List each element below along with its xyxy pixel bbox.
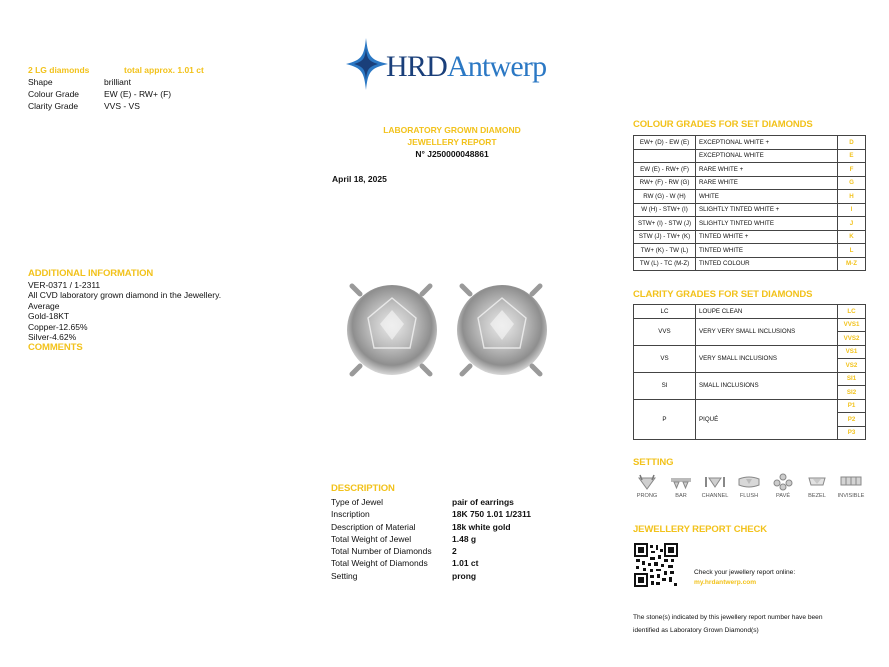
summary-key: Colour Grade xyxy=(28,89,80,99)
summary-value: brilliant xyxy=(104,77,131,87)
table-row xyxy=(634,244,866,258)
desc-row xyxy=(331,521,571,533)
cell-name: EXCEPTIONAL WHITE xyxy=(696,149,838,163)
cell-name: EXCEPTIONAL WHITE + xyxy=(696,136,838,150)
bezel-setting-icon xyxy=(806,473,828,491)
bar-setting-icon xyxy=(670,473,692,491)
cell-name: RARE WHITE + xyxy=(696,163,838,177)
desc-value: 1.48 g xyxy=(452,533,477,544)
desc-row xyxy=(331,496,571,508)
cell-code: RW (G) - W (H) xyxy=(634,190,696,204)
cell-grade: K xyxy=(838,230,866,244)
cell-name: TINTED COLOUR xyxy=(696,257,838,271)
desc-key: Type of Jewel xyxy=(331,497,383,507)
desc-row xyxy=(331,533,571,545)
report-title-line1: LABORATORY GROWN DIAMOND xyxy=(383,125,521,135)
cell-code: LC xyxy=(634,305,696,319)
desc-row xyxy=(331,508,571,520)
cell-grade: G xyxy=(838,176,866,190)
desc-key: Description of Material xyxy=(331,521,416,532)
clarity-grades-title: CLARITY GRADES FOR SET DIAMONDS xyxy=(633,289,813,300)
report-number: N° J250000048861 xyxy=(415,149,489,159)
cell-grade: SI1 xyxy=(838,372,866,386)
flush-setting-icon xyxy=(738,473,760,491)
desc-value: 1.01 ct xyxy=(452,558,479,569)
cell-grade: D xyxy=(838,136,866,150)
report-check-title: JEWELLERY REPORT CHECK xyxy=(633,524,767,535)
right-earring xyxy=(457,285,547,375)
footer-line2: identified as Laboratory Grown Diamond(s) xyxy=(633,626,759,634)
table-row xyxy=(634,136,866,150)
additional-line: Copper-12.65% xyxy=(28,321,88,332)
summary-key: Clarity Grade xyxy=(28,101,79,111)
qr-code-icon[interactable] xyxy=(634,543,678,587)
cell-grade: VS1 xyxy=(838,345,866,359)
table-row xyxy=(634,399,866,413)
cell-code: P xyxy=(634,399,696,440)
cell-grade: M-Z xyxy=(838,257,866,271)
cell-code: VVS xyxy=(634,318,696,345)
setting-title: SETTING xyxy=(633,457,674,468)
cell-name: SMALL INCLUSIONS xyxy=(696,372,838,399)
table-row xyxy=(634,257,866,271)
setting-item-bar xyxy=(664,473,698,499)
desc-row xyxy=(331,557,571,569)
cell-name: LOUPE CLEAN xyxy=(696,305,838,319)
channel-setting-icon xyxy=(704,473,726,491)
desc-row xyxy=(331,545,571,557)
invisible-setting-icon xyxy=(840,473,862,491)
diamonds-count-label: 2 LG diamonds xyxy=(28,65,90,75)
cell-name: WHITE xyxy=(696,190,838,204)
cell-name: PIQUÉ xyxy=(696,399,838,440)
cell-grade: LC xyxy=(838,305,866,319)
footer-line1: The stone(s) indicated by this jewellery report number have been xyxy=(633,614,823,621)
desc-value: prong xyxy=(452,570,477,581)
hrd-antwerp-logo xyxy=(344,34,584,94)
setting-label: FLUSH xyxy=(739,493,759,499)
summary-value: EW (E) - RW+ (F) xyxy=(104,89,172,99)
cell-grade: VVS1 xyxy=(838,318,866,332)
desc-row xyxy=(331,570,571,582)
cell-grade: VS2 xyxy=(838,359,866,373)
cell-code: VS xyxy=(634,345,696,372)
cell-grade: L xyxy=(838,244,866,258)
additional-info-title: ADDITIONAL INFORMATION xyxy=(28,268,154,279)
additional-line: All CVD laboratory grown diamond in the Jewellery. xyxy=(28,290,222,301)
cell-name: TINTED WHITE xyxy=(696,244,838,258)
setting-icons xyxy=(630,473,870,509)
cell-code: TW+ (K) - TW (L) xyxy=(634,244,696,258)
setting-item-pave xyxy=(766,473,800,499)
additional-line: VER-0371 / 1-2311 xyxy=(28,280,101,290)
cell-grade: J xyxy=(838,217,866,231)
cell-grade: E xyxy=(838,149,866,163)
report-check-line: Check your jewellery report online: xyxy=(694,569,796,576)
setting-item-invisible xyxy=(834,473,868,499)
setting-label: BAR xyxy=(675,493,687,499)
footer-note xyxy=(633,612,873,637)
desc-value: 18K 750 1.01 1/2311 xyxy=(452,509,531,520)
table-row xyxy=(634,163,866,177)
prong-setting-icon xyxy=(636,473,658,491)
report-check-text xyxy=(694,568,795,588)
cell-code: W (H) - STW+ (I) xyxy=(634,203,696,217)
additional-line: Average xyxy=(28,300,60,311)
cell-grade: I xyxy=(838,203,866,217)
earrings-photo xyxy=(330,190,566,430)
cell-code: STW (J) - TW+ (K) xyxy=(634,230,696,244)
additional-line: Silver-4.62% xyxy=(28,332,77,343)
table-row xyxy=(634,190,866,204)
table-row xyxy=(634,345,866,359)
description-title: DESCRIPTION xyxy=(331,483,395,494)
qr-code-graphic xyxy=(634,543,678,587)
table-row xyxy=(634,217,866,231)
comments-title: COMMENTS xyxy=(28,342,83,354)
cell-code: STW+ (I) - STW (J) xyxy=(634,217,696,231)
additional-line: Gold-18KT xyxy=(28,311,70,322)
summary-value: VVS - VS xyxy=(104,101,140,111)
report-heading xyxy=(350,124,554,160)
cell-code: TW (L) - TC (M-Z) xyxy=(634,257,696,271)
additional-info-block xyxy=(28,268,298,354)
logo-hrd: HRD xyxy=(386,50,447,83)
cell-name: VERY SMALL INCLUSIONS xyxy=(696,345,838,372)
report-title-line2: JEWELLERY REPORT xyxy=(407,137,497,147)
desc-key: Setting xyxy=(331,570,358,581)
report-check-link[interactable]: my.hrdantwerp.com xyxy=(694,579,757,586)
cell-grade: P2 xyxy=(838,413,866,427)
table-row xyxy=(634,305,866,319)
cell-code: EW (E) - RW+ (F) xyxy=(634,163,696,177)
setting-label: PRONG xyxy=(636,493,658,499)
summary-row-clarity xyxy=(28,100,298,112)
cell-code: RW+ (F) - RW (G) xyxy=(634,176,696,190)
clarity-grades-table xyxy=(633,304,866,440)
desc-key: Total Weight of Jewel xyxy=(331,533,412,544)
desc-key: Inscription xyxy=(331,509,370,520)
cell-grade: VVS2 xyxy=(838,332,866,346)
table-row xyxy=(634,318,866,332)
summary-row-colour xyxy=(28,88,298,100)
cell-code: SI xyxy=(634,372,696,399)
summary-row-shape xyxy=(28,76,298,88)
pave-setting-icon xyxy=(772,473,794,491)
cell-name: SLIGHTLY TINTED WHITE xyxy=(696,217,838,231)
cell-name: TINTED WHITE + xyxy=(696,230,838,244)
cell-code: EW+ (D) - EW (E) xyxy=(634,136,696,150)
earrings-illustration xyxy=(330,190,566,430)
setting-item-flush xyxy=(732,473,766,499)
desc-value: pair of earrings xyxy=(452,497,514,507)
setting-label: BEZEL xyxy=(808,493,826,499)
cell-code xyxy=(634,149,696,163)
logo-wordmark xyxy=(386,50,546,84)
cell-grade: SI2 xyxy=(838,386,866,400)
star-icon xyxy=(344,36,390,92)
setting-item-bezel xyxy=(800,473,834,499)
summary-key: Shape xyxy=(28,77,53,87)
summary-header xyxy=(28,64,298,76)
setting-label: INVISIBLE xyxy=(837,493,865,499)
setting-label: PAVÉ xyxy=(775,493,791,499)
cell-name: RARE WHITE xyxy=(696,176,838,190)
total-carat-label: total approx. 1.01 ct xyxy=(124,65,204,75)
cell-grade: H xyxy=(838,190,866,204)
table-row xyxy=(634,176,866,190)
logo-antwerp: Antwerp xyxy=(446,50,547,83)
setting-item-channel xyxy=(698,473,732,499)
cell-grade: F xyxy=(838,163,866,177)
desc-key: Total Number of Diamonds xyxy=(331,546,432,557)
table-row xyxy=(634,149,866,163)
description-block xyxy=(331,482,571,582)
cell-name: VERY VERY SMALL INCLUSIONS xyxy=(696,318,838,345)
colour-grades-title: COLOUR GRADES FOR SET DIAMONDS xyxy=(633,119,813,130)
setting-item-prong xyxy=(630,473,664,499)
setting-label: CHANNEL xyxy=(701,493,729,499)
desc-value: 2 xyxy=(452,546,457,557)
table-row xyxy=(634,372,866,386)
table-row xyxy=(634,203,866,217)
table-row xyxy=(634,230,866,244)
colour-grades-table xyxy=(633,135,866,271)
cell-grade: P3 xyxy=(838,426,866,440)
cell-grade: P1 xyxy=(838,399,866,413)
summary-block xyxy=(28,64,298,112)
cell-name: SLIGHTLY TINTED WHITE + xyxy=(696,203,838,217)
desc-key: Total Weight of Diamonds xyxy=(331,558,428,569)
left-earring xyxy=(347,285,437,375)
desc-value: 18k white gold xyxy=(452,521,511,532)
report-date: April 18, 2025 xyxy=(332,174,387,184)
